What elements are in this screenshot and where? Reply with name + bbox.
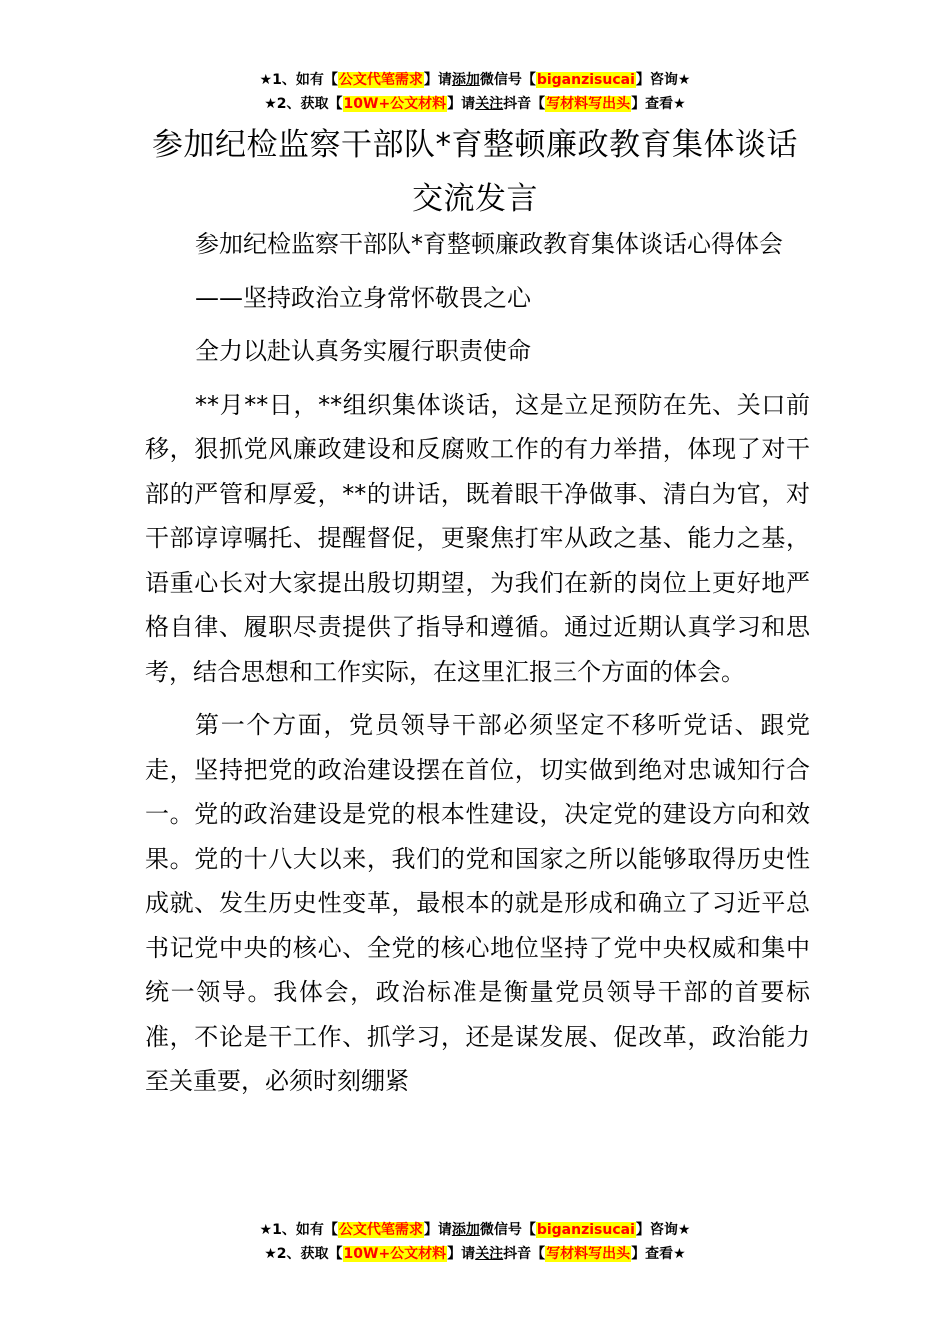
promo-line-1	[0, 68, 950, 92]
subtitle-line-2: ——坚持政治立身常怀敬畏之心	[195, 283, 531, 312]
promo-wechat-id: biganzisucai	[536, 72, 635, 88]
promo-text: 】请	[447, 1246, 476, 1262]
promo-highlight: 10W+公文材料	[343, 96, 447, 112]
footer-promo-banner	[0, 1218, 950, 1266]
promo-text: 】请	[423, 1222, 452, 1238]
document-body	[145, 222, 810, 1104]
promo-text: 抖音【	[503, 96, 546, 112]
promo-text: 】咨询★	[635, 1222, 691, 1238]
promo-text: 】请	[423, 72, 452, 88]
subtitle-paragraph: 参加纪检监察干部队*育整顿廉政教育集体谈话心得体会	[195, 230, 783, 258]
promo-emphasis: 关注	[475, 96, 504, 112]
promo-highlight: 公文代笔需求	[338, 72, 423, 88]
body-paragraph: 第一个方面，党员领导干部必须坚定不移听党话、跟党走，坚持把党的政治建设摆在首位，切实做到绝对忠诚知行合一。党的政治建设是党的根本性建设，决定党的建设方向和效果。党的十八大以来，我们的党和国家之所以能够取得历史性成就、发生历史性变革，最根本的就是形成和确立了习近平总书记党中央的核心、全党的核心地位坚持了党中央权威和集中统一领导。我体会，政治标准是衡量党员领导干部的首要标准，不论是干工作、抓学习，还是谋发展、促改革，政治能力至关重要，必须时刻绷紧	[145, 711, 810, 1095]
promo-text: ★2、获取【	[264, 96, 343, 112]
promo-line-1	[0, 1218, 950, 1242]
header-promo-banner	[0, 68, 950, 116]
promo-emphasis: 添加	[451, 72, 480, 88]
promo-highlight: 公文代笔需求	[338, 1222, 423, 1238]
promo-text: 】请	[447, 96, 476, 112]
promo-emphasis: 关注	[475, 1246, 504, 1262]
promo-text: 】咨询★	[635, 72, 691, 88]
promo-text: ★1、如有【	[259, 72, 338, 88]
promo-text: 微信号【	[479, 72, 536, 88]
promo-text: ★2、获取【	[264, 1246, 343, 1262]
promo-text: ★1、如有【	[259, 1222, 338, 1238]
promo-emphasis: 添加	[451, 1222, 480, 1238]
promo-text: 】查看★	[631, 1246, 686, 1262]
body-paragraph: **月**日，**组织集体谈话，这是立足预防在先、关口前移，狠抓党风廉政建设和反腐败工作的有力举措，体现了对干部的严管和厚爱，**的讲话，既着眼干净做事、清白为官，对干部谆谆嘱托、提醒督促，更聚焦打牢从政之基、能力之基，语重心长对大家提出殷切期望，为我们在新的岗位上更好地严格自律、履职尽责提供了指导和遵循。通过近期认真学习和思考，结合思想和工作实际，在这里汇报三个方面的体会。	[145, 390, 810, 686]
promo-line-2	[0, 92, 950, 116]
promo-wechat-id: biganzisucai	[536, 1222, 635, 1238]
promo-highlight: 10W+公文材料	[343, 1246, 447, 1262]
promo-line-2	[0, 1242, 950, 1266]
promo-text: 微信号【	[479, 1222, 536, 1238]
promo-douyin-id: 写材料写出头	[546, 96, 631, 112]
promo-douyin-id: 写材料写出头	[546, 1246, 631, 1262]
subtitle-line-3: 全力以赴认真务实履行职责使命	[195, 337, 531, 365]
promo-text: 】查看★	[631, 96, 686, 112]
promo-text: 抖音【	[503, 1246, 546, 1262]
document-title: 参加纪检监察干部队*育整顿廉政教育集体谈话交流发言	[152, 127, 798, 217]
